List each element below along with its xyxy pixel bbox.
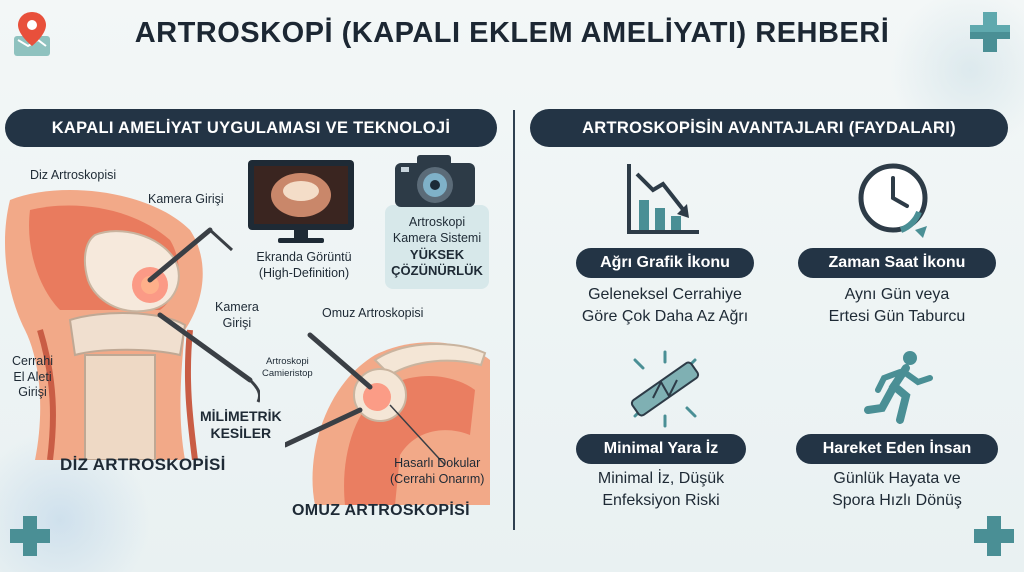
advantage-desc-3: Minimal İz, Düşük Enfeksiyon Riski: [597, 470, 725, 509]
pain-chart-icon: [623, 160, 703, 238]
medical-cross-icon: [968, 10, 1012, 54]
label-diz-artroskopisi: Diz Artroskopisi: [30, 168, 117, 182]
knee-section-title: DİZ ARTROSKOPİSİ: [60, 455, 226, 474]
bandage-icon: [625, 350, 705, 428]
label-kamera-girisi-2: Kamera Girişi: [215, 300, 259, 330]
label-omuz-artroskopisi: Omuz Artroskopisi: [322, 306, 424, 320]
label-yuksek-cozunurluk: YÜKSEK ÇÖZÜNÜRLÜK: [391, 247, 483, 278]
section-divider: [513, 110, 515, 530]
label-cerrahi-el-aleti: Cerrahi El Aleti Girişi: [12, 354, 53, 400]
monitor-icon: [246, 158, 356, 246]
camera-icon: [393, 153, 477, 209]
advantage-desc-2: Aynı Gün veya Ertesi Gün Taburcu: [828, 286, 966, 325]
label-ekranda-goruntu: Ekranda Görüntü (High-Definition): [256, 250, 352, 280]
label-kamera-girisi-1: Kamera Girişi: [148, 192, 224, 206]
medical-cross-icon: [972, 514, 1016, 558]
label-milimetrik-kesiler: MİLİMETRİK KESİLER: [200, 408, 282, 441]
clock-icon: [855, 160, 935, 238]
advantage-title-4: Hareket Eden İnsan: [796, 434, 998, 464]
advantage-title-1: Ağrı Grafik İkonu: [576, 248, 754, 278]
advantage-desc-4: Günlük Hayata ve Spora Hızlı Dönüş: [832, 470, 962, 509]
right-section-heading: ARTROSKOPİSİN AVANTAJLARI (FAYDALARI): [530, 109, 1008, 147]
advantage-title-2: Zaman Saat İkonu: [798, 248, 996, 278]
advantage-title-3: Minimal Yara İz: [576, 434, 746, 464]
left-section-heading: KAPALI AMELİYAT UYGULAMASI VE TEKNOLOJİ: [5, 109, 497, 147]
header: [0, 0, 1024, 72]
advantage-desc-1: Geleneksel Cerrahiye Göre Çok Daha Az Ağrı: [581, 286, 749, 325]
label-camieristop: Artroskopi Camieristop: [262, 356, 313, 379]
label-camera-system: Artroskopi Kamera Sistemi: [392, 215, 482, 245]
running-person-icon: [860, 350, 940, 428]
shoulder-section-title: OMUZ ARTROSKOPİSİ: [292, 502, 470, 519]
medical-cross-icon: [8, 514, 52, 558]
label-hasarli-dokular: Hasarlı Dokular (Cerrahi Onarım): [390, 456, 485, 486]
page-title: ARTROSKOPİ (KAPALI EKLEM AMELİYATI) REHBERİ: [134, 17, 890, 49]
